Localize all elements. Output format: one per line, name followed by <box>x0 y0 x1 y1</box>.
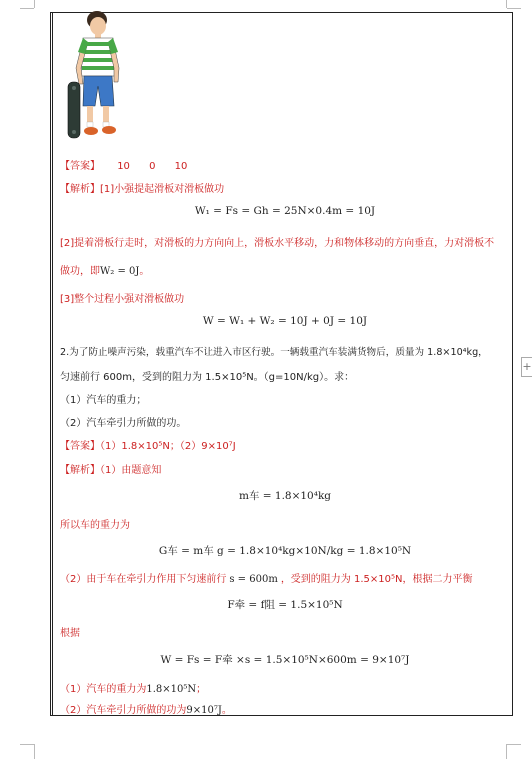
answer-tag: 【答案】 <box>60 441 100 452</box>
analysis-text: 所以车的重力为 <box>60 520 130 531</box>
equation: W = Fs = F牵 ×s = 1.5×10⁵N×600m = 9×10⁷J <box>160 654 410 666</box>
analysis-line-2 <box>60 461 161 476</box>
analysis-text: 。 <box>139 266 150 277</box>
answer-value: 0 <box>149 161 156 172</box>
answer-tag: 【答案】 <box>60 161 100 172</box>
equation: F牵 = f阻 = 1.5×10⁵N <box>227 599 343 611</box>
boy-with-skateboard-illustration <box>66 8 128 142</box>
equation: m车 = 1.8×10⁴kg <box>238 490 332 502</box>
analysis-text: [3]整个过程小强对滑板做功 <box>60 294 185 305</box>
question-item: （1）汽车的重力； <box>60 395 147 406</box>
answer-value: 10 <box>174 161 188 172</box>
crop-mark <box>34 0 35 8</box>
inline-math: 1.8×10⁵N <box>146 684 197 695</box>
analysis-tag: 【解析】 <box>60 184 100 195</box>
answer-text: （1）1.8×10⁵N；（2）9×10⁷J <box>100 441 236 452</box>
crop-mark <box>507 8 521 9</box>
crop-mark <box>507 744 521 745</box>
conclusion-line <box>60 680 206 695</box>
crop-mark <box>34 744 35 759</box>
equation: G车 = m车 g = 1.8×10⁴kg×10N/kg = 1.8×10⁵N <box>158 545 412 557</box>
crop-mark <box>506 744 507 759</box>
analysis-text: 。 <box>221 705 232 716</box>
inline-math: W₂ = 0J <box>100 266 140 277</box>
conclusion-line <box>60 701 232 716</box>
analysis-line <box>60 570 473 585</box>
answer-line-2 <box>60 437 236 452</box>
answer-value: 10 <box>117 161 130 172</box>
analysis-line-1 <box>60 180 224 195</box>
analysis-text: （2）汽车牵引力所做的功为 <box>60 705 187 716</box>
question-item: （2）汽车牵引力所做的功。 <box>60 418 187 429</box>
crop-mark <box>20 8 34 9</box>
question-text: 2.为了防止噪声污染，载重汽车不让进入市区行驶。一辆载重汽车装满货物后，质量为 1.8×10⁴kg， <box>60 347 488 358</box>
equation: W = W₁ + W₂ = 10J + 0J = 10J <box>202 315 368 327</box>
inline-math: s = 600m <box>229 574 278 585</box>
analysis-text: ，受到的阻力为 1.5×10⁵N，根据二力平衡 <box>280 574 473 585</box>
analysis-text: 做功，即 <box>60 266 100 277</box>
analysis-text: 根据 <box>60 628 80 639</box>
table-column-line <box>52 12 53 716</box>
analysis-text: [1]小强提起滑板对滑板做功 <box>100 184 225 195</box>
question-text: 匀速前行 600m，受到的阻力为 1.5×10⁵N。（g=10N/kg）。求： <box>60 372 355 383</box>
analysis-tag: 【解析】 <box>60 465 100 476</box>
crop-mark <box>506 0 507 8</box>
analysis-text: （1）由题意知 <box>100 465 162 476</box>
analysis-text: ； <box>196 684 207 695</box>
equation: W₁ = Fs = Gh = 25N×0.4m = 10J <box>194 205 376 217</box>
crop-mark <box>20 744 34 745</box>
answer-line-1 <box>60 157 187 172</box>
analysis-text: （1）汽车的重力为 <box>60 684 147 695</box>
analysis-text: （2）由于车在牵引力作用下匀速前行 <box>60 574 227 585</box>
expand-button[interactable]: + <box>521 357 532 377</box>
inline-math: 9×10⁷J <box>186 705 222 716</box>
analysis-text: [2]提着滑板行走时，对滑板的力方向向上，滑板水平移动，力和物体移动的方向垂直，力对滑板不 <box>60 238 495 249</box>
analysis-line <box>60 262 149 277</box>
